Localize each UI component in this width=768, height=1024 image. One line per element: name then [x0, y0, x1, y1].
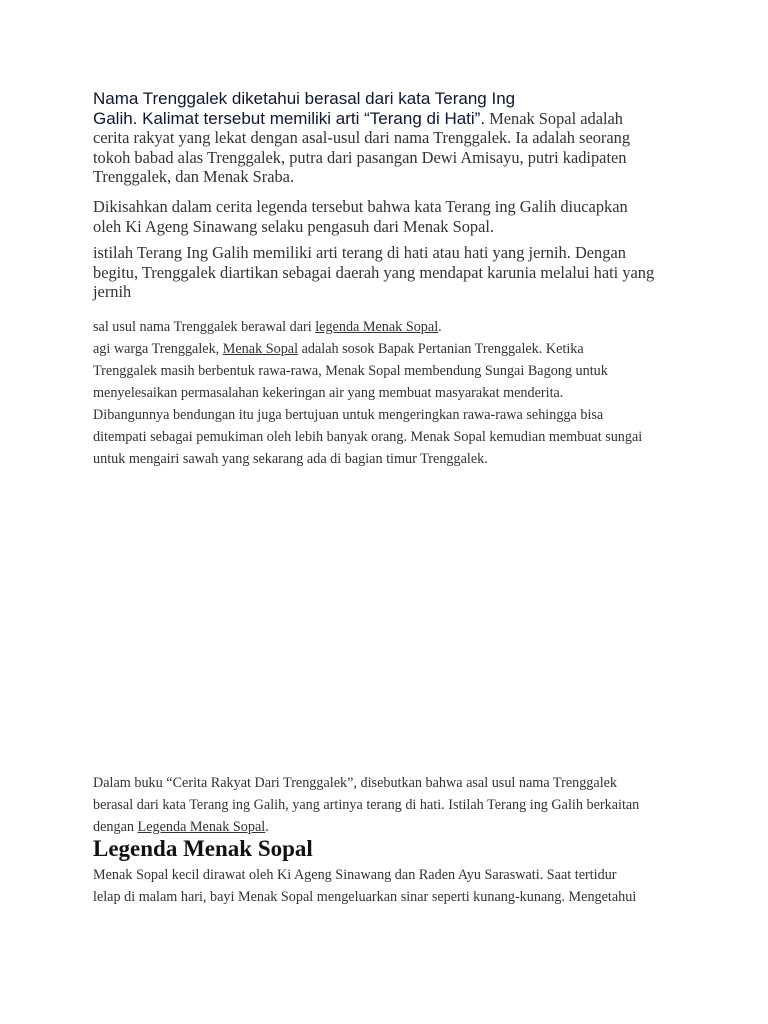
paragraph-5	[93, 772, 703, 838]
paragraph-6-line-1: Menak Sopal kecil dirawat oleh Ki Ageng Sinawang dan Raden Ayu Saraswati. Saat tertidur	[93, 867, 617, 883]
intro-tail-text: Menak Sopal adalah	[489, 108, 624, 128]
paragraph-4-line-1-text: sal usul nama Trenggalek berawal dari	[93, 319, 316, 335]
intro-line-4: tokoh babad alas Trenggalek, putra dari pasangan Dewi Amisayu, putri kadipaten	[93, 147, 627, 167]
intro-lead-line-1: Nama Trenggalek diketahui berasal dari kata Terang Ing	[93, 89, 516, 108]
paragraph-6-line-2: lelap di malam hari, bayi Menak Sopal mengeluarkan sinar seperti kunang-kunang. Mengetahui	[93, 889, 637, 905]
legenda-menak-sopal-link[interactable]: legenda Menak Sopal	[315, 319, 439, 335]
paragraph-2	[93, 197, 703, 236]
paragraph-4-line-3: Trenggalek masih berbentuk rawa-rawa, Menak Sopal membendung Sungai Bagong untuk	[93, 363, 608, 379]
paragraph-4-line-4: menyelesaikan permasalahan kekeringan air yang membuat masyarakat menderita.	[93, 385, 564, 401]
intro-paragraph	[93, 89, 703, 187]
paragraph-4-line-2-end: adalah sosok Bapak Pertanian Trenggalek. Ketika	[298, 341, 584, 357]
paragraph-3	[93, 243, 703, 302]
paragraph-4	[93, 316, 703, 470]
paragraph-5-line-3-text: dengan	[93, 819, 138, 835]
intro-lead-line-2: Galih. Kalimat tersebut memiliki arti “Terang di Hati”.	[93, 108, 486, 128]
intro-line-3: cerita rakyat yang lekat dengan asal-usul dari nama Trenggalek. Ia adalah seorang	[93, 128, 631, 147]
paragraph-3-line-3: jernih	[93, 282, 132, 301]
paragraph-3-line-1: istilah Terang Ing Galih memiliki arti terang di hati atau hati yang jernih. Dengan	[93, 243, 626, 262]
intro-line-5: Trenggalek, dan Menak Sraba.	[93, 167, 295, 186]
legenda-menak-sopal-link-2[interactable]: Legenda Menak Sopal	[137, 819, 266, 835]
paragraph-4-line-1-end: .	[438, 319, 442, 335]
paragraph-3-line-2: begitu, Trenggalek diartikan sebagai daerah yang mendapat karunia melalui hati yang	[93, 262, 655, 282]
paragraph-4-line-7: untuk mengairi sawah yang sekarang ada di bagian timur Trenggalek.	[93, 451, 488, 467]
paragraph-4-line-6: ditempati sebagai pemukiman oleh lebih banyak orang. Menak Sopal kemudian membuat sungai	[93, 429, 643, 445]
paragraph-6	[93, 864, 703, 908]
paragraph-5-line-2: berasal dari kata Terang ing Galih, yang artinya terang di hati. Istilah Terang ing Galih berkaitan	[93, 797, 640, 813]
paragraph-5-line-1: Dalam buku “Cerita Rakyat Dari Trenggalek”, disebutkan bahwa asal usul nama Trenggalek	[93, 775, 618, 791]
paragraph-4-line-5: Dibangunnya bendungan itu juga bertujuan untuk mengeringkan rawa-rawa sehingga bisa	[93, 407, 604, 423]
paragraph-4-line-2-text: agi warga Trenggalek,	[93, 341, 223, 357]
paragraph-5-line-3-end: .	[265, 819, 269, 835]
paragraph-2-line-1: Dikisahkan dalam cerita legenda tersebut bahwa kata Terang ing Galih diucapkan	[93, 197, 628, 216]
menak-sopal-link[interactable]: Menak Sopal	[222, 341, 299, 357]
paragraph-2-line-2: oleh Ki Ageng Sinawang selaku pengasuh dari Menak Sopal.	[93, 216, 495, 236]
section-heading: Legenda Menak Sopal	[93, 836, 313, 861]
